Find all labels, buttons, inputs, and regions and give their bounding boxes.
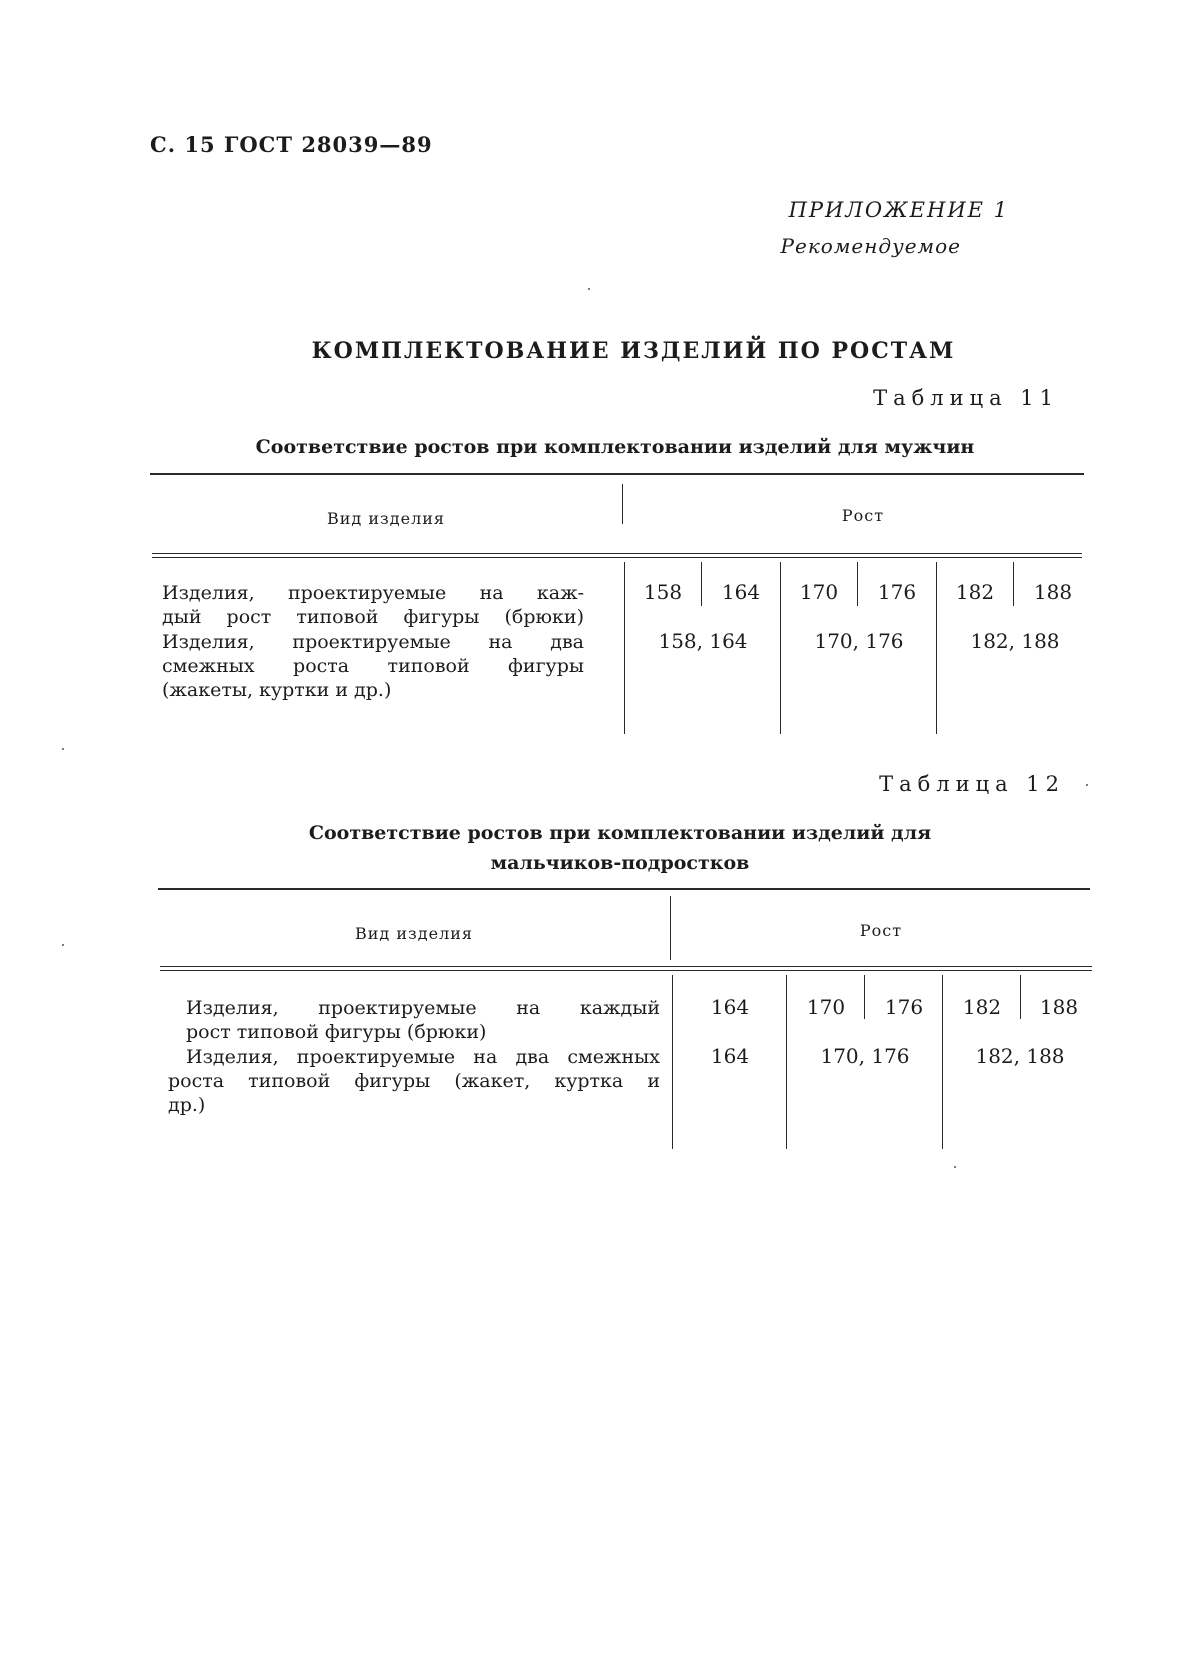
table11-row2-line1: Изделия, проектируемые на два (162, 631, 584, 653)
table12-label: Таблица 12 (879, 772, 1065, 796)
table12-row1-line2: рост типовой фигуры (брюки) (186, 1021, 487, 1043)
scan-speck (588, 288, 590, 290)
table11-caption: Соответствие ростов при комплектовании изделий для мужчин (255, 436, 975, 458)
table11-header-height: Рост (841, 506, 885, 525)
table12-sub-divider-2 (1020, 975, 1021, 1019)
table12-row2-value-182-188: 182, 188 (975, 1044, 1065, 1068)
table11-sub-divider-2 (857, 562, 858, 606)
table11-row1-value-176: 176 (877, 580, 917, 604)
table12-row1-value-176: 176 (884, 995, 924, 1019)
table11-header-rule-2 (152, 557, 1082, 558)
table11-row2-value-158-164: 158, 164 (658, 629, 748, 653)
table12-row2-value-170-176: 170, 176 (820, 1044, 910, 1068)
table12-row2-value-164: 164 (710, 1044, 750, 1068)
table12-top-rule (158, 888, 1090, 890)
table11-row1-description (162, 581, 584, 629)
table12-header-rule-2 (160, 970, 1092, 971)
table11-row2-value-182-188: 182, 188 (970, 629, 1060, 653)
table12-row1-line1: Изделия, проектируемые на каждый (186, 997, 660, 1019)
table11-row1-line1: Изделия, проектируемые на каж- (162, 582, 584, 604)
table12-row1-value-188: 188 (1039, 995, 1079, 1019)
table11-sub-divider-1 (701, 562, 702, 606)
table12-row2-description (168, 1045, 660, 1117)
main-title: КОМПЛЕКТОВАНИЕ ИЗДЕЛИЙ ПО РОСТАМ (311, 338, 956, 364)
table11-row1-value-188: 188 (1033, 580, 1073, 604)
table12-group-divider-1 (786, 975, 787, 1149)
table11-row1-value-164: 164 (721, 580, 761, 604)
table11-group-divider-1 (780, 562, 781, 734)
page-header: С. 15 ГОСТ 28039—89 (150, 132, 433, 157)
appendix-title: ПРИЛОЖЕНИЕ 1 (788, 198, 1009, 222)
table12-sub-divider-1 (864, 975, 865, 1019)
scan-speck (1086, 784, 1088, 786)
table11-row2-value-170-176: 170, 176 (814, 629, 904, 653)
table11-row1-line2: дый рост типовой фигуры (брюки) (162, 606, 584, 628)
table12-item-divider (672, 975, 673, 1149)
table11-sub-divider-3 (1013, 562, 1014, 606)
appendix-subtitle: Рекомендуемое (780, 234, 961, 258)
table12-header-height: Рост (859, 921, 903, 940)
table11-header-item: Вид изделия (327, 509, 445, 528)
table11-top-rule (150, 473, 1084, 475)
table11-row2-line2: смежных роста типовой фигуры (162, 655, 584, 677)
table11-row1-value-170: 170 (799, 580, 839, 604)
scan-speck (954, 1166, 956, 1168)
table12-header-rule-1 (160, 966, 1092, 967)
table12-caption-line2: мальчиков-подростков (490, 852, 750, 874)
table11-row2-description (162, 630, 584, 702)
table12-row1-value-164: 164 (710, 995, 750, 1019)
scan-speck (62, 944, 64, 946)
table12-row2-line1: Изделия, проектируемые на два смежных (186, 1046, 660, 1068)
table12-caption-line1: Соответствие ростов при комплектовании изделий для (308, 822, 932, 844)
table12-header-item: Вид изделия (355, 924, 473, 943)
table12-row1-value-170: 170 (806, 995, 846, 1019)
table12-group-divider-2 (942, 975, 943, 1149)
table12-row2-line2: роста типовой фигуры (жакет, куртка и (168, 1070, 660, 1092)
scan-speck (62, 748, 64, 750)
table12-row1-description (186, 996, 660, 1044)
table11-item-divider (624, 562, 625, 734)
table11-row1-value-158: 158 (643, 580, 683, 604)
table11-group-divider-2 (936, 562, 937, 734)
table12-row2-line3: др.) (168, 1094, 206, 1116)
table11-header-rule-1 (152, 553, 1082, 554)
table11-row1-value-182: 182 (955, 580, 995, 604)
table11-row2-line3: (жакеты, куртки и др.) (162, 679, 392, 701)
table11-label: Таблица 11 (873, 386, 1059, 410)
table12-row1-value-182: 182 (962, 995, 1002, 1019)
